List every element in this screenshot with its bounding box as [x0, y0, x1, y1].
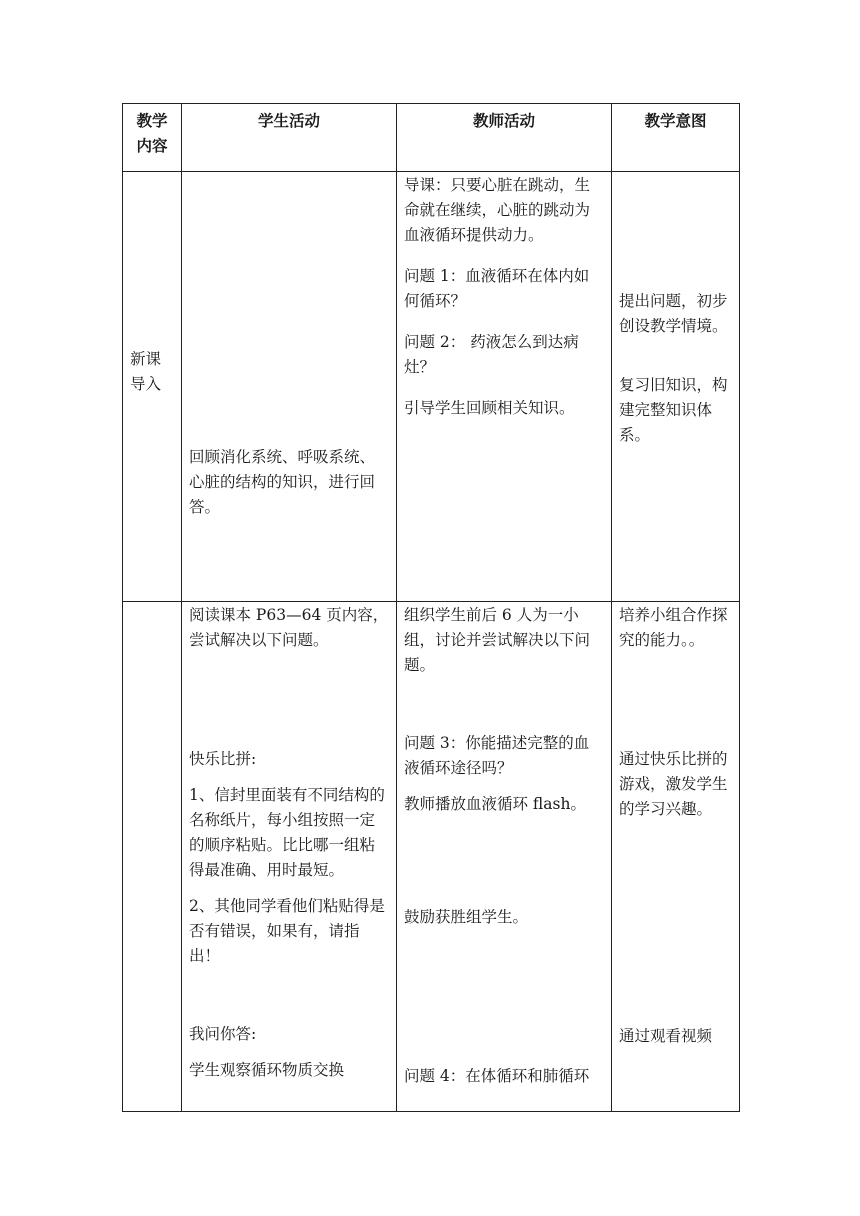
new-student-text-1: 阅读课本 P63—64 页内容，尝试解决以下问题。: [189, 606, 389, 649]
intro-teacher-text-2: 问题 1：血液循环在体内如何循环？: [404, 267, 590, 310]
row-label-intro: [123, 172, 182, 602]
row-label-intro-line1: 新课: [130, 349, 162, 368]
header-content: [123, 104, 182, 172]
new-purpose-text-1: 培养小组合作探究的能力。。: [619, 606, 728, 649]
new-purpose-text-2: 通过快乐比拼的游戏，激发学生的学习兴趣。: [619, 750, 728, 818]
intro-teacher-text-3: 问题 2： 药液怎么到达病灶？: [404, 333, 579, 376]
intro-purpose-text-1: 提出问题，初步创设教学情境。: [619, 292, 728, 335]
intro-teacher-text-1: 导课：只要心脏在跳动，生命就在继续，心脏的跳动为血液循环提供动力。: [404, 176, 591, 244]
intro-teacher-cell: [397, 172, 612, 602]
new-student-text-2: 快乐比拼:: [189, 750, 257, 768]
intro-purpose-cell: [612, 172, 740, 602]
new-student-text-4: 2、其他同学看他们粘贴得是否有错误，如果有，请指出！: [189, 897, 385, 965]
row-label-new: [123, 602, 182, 1112]
header-content-line1: 教学: [136, 111, 168, 130]
new-teacher-text-1: 组织学生前后 6 人为一小组，讨论并尝试解决以下问题。: [404, 606, 591, 674]
new-student-text-6: 学生观察循环物质交换: [189, 1061, 345, 1079]
new-purpose-cell: [612, 602, 740, 1112]
intro-student-text: 回顾消化系统、呼吸系统、心脏的结构的知识，进行回答。: [189, 448, 376, 516]
new-teacher-text-4: 鼓励获胜组学生。: [404, 908, 529, 926]
lesson-plan-table: [122, 103, 740, 1112]
header-content-line2: 内容: [136, 136, 168, 155]
table-row-intro: [123, 172, 740, 602]
new-student-cell: [182, 602, 397, 1112]
intro-student-cell: [182, 172, 397, 602]
new-teacher-cell: [397, 602, 612, 1112]
intro-purpose-text-2: 复习旧知识，构建完整知识体系。: [619, 376, 728, 444]
table-header-row: [123, 104, 740, 172]
header-purpose: 教学意图: [612, 104, 740, 172]
header-teacher-activity: 教师活动: [397, 104, 612, 172]
row-label-intro-line2: 导入: [130, 374, 162, 393]
new-student-text-5: 我问你答:: [189, 1025, 257, 1043]
intro-teacher-text-4: 引导学生回顾相关知识。: [404, 399, 575, 417]
new-teacher-text-2: 问题 3：你能描述完整的血液循环途径吗？: [404, 734, 590, 777]
table-row-new-lesson: [123, 602, 740, 1112]
new-teacher-text-5: 问题 4：在体循环和肺循环: [404, 1067, 590, 1085]
new-teacher-text-3: 教师播放血液循环 flash。: [404, 795, 586, 813]
header-student-activity: 学生活动: [182, 104, 397, 172]
new-student-text-3: 1、信封里面装有不同结构的名称纸片，每小组按照一定的顺序粘贴。比比哪一组粘得最准确、用时最短。: [189, 786, 385, 879]
new-purpose-text-3: 通过观看视频: [619, 1027, 713, 1045]
